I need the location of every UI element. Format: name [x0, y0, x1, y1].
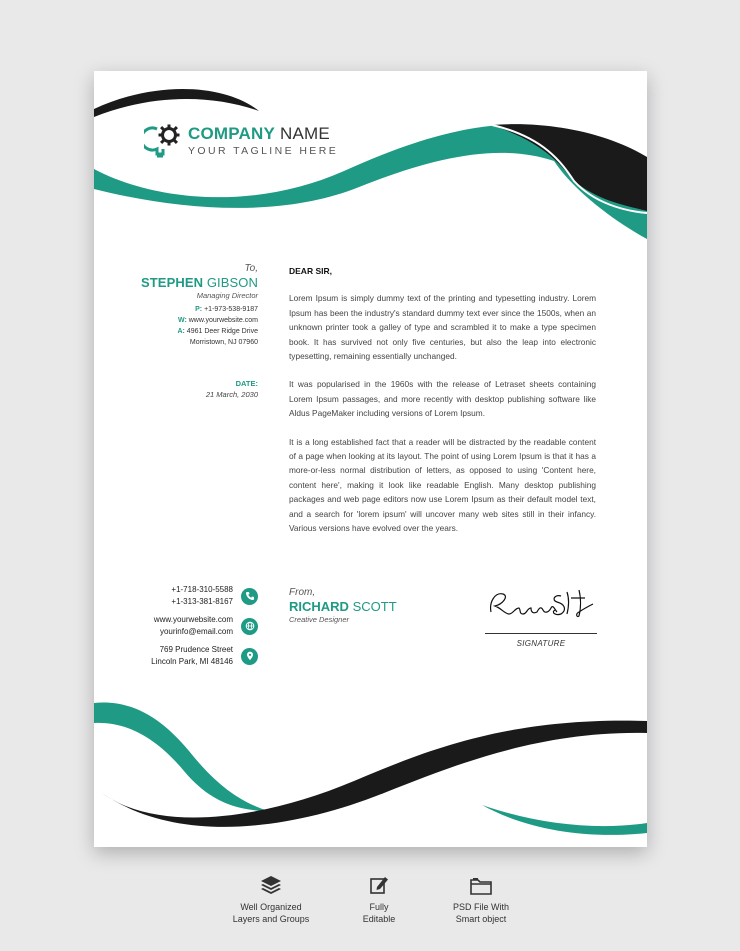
- phone-key: P:: [195, 306, 203, 313]
- sender-last-name: SCOTT: [352, 599, 397, 614]
- location-pin-icon: [241, 648, 258, 665]
- letter-body: [289, 264, 596, 550]
- recipient-address-line1: 4961 Deer Ridge Drive: [186, 328, 258, 335]
- signature-block: [485, 584, 597, 648]
- body-paragraph: Lorem Ipsum is simply dummy text of the printing and typesetting industry. Lorem Ipsum has been the industry's standard dummy text ever since the 1500s, when an unknown printer took a galley of type and scrambled it to make a type specimen book. It has survived not only five centuries, but also the leap into electronic typesetting, remaining essentially unchanged.: [289, 293, 596, 362]
- web-key: W:: [177, 317, 187, 324]
- sender-block: [289, 587, 397, 624]
- body-paragraph: It was popularised in the 1960s with the release of Letraset sheets containing Lorem Ipsum passages, and more recently with desktop publishing software like Aldus PageMaker including versions of Lorem Ipsum.: [289, 379, 596, 419]
- feature-line2: Layers and Groups: [232, 914, 310, 924]
- sender-name: [289, 599, 397, 614]
- salutation: DEAR SIR,: [289, 266, 332, 276]
- bottom-left-green-wave: [94, 703, 269, 811]
- footer-phone2: +1-313-381-8167: [171, 597, 233, 606]
- recipient-address-line2: Morristown, NJ 07960: [189, 339, 258, 346]
- recipient-phone: +1-973-538-9187: [204, 306, 258, 313]
- feature-line1: Well Organized: [240, 902, 302, 912]
- recipient-block: [141, 263, 258, 348]
- to-label: To,: [244, 263, 258, 274]
- lightbulb-gear-icon: [144, 121, 184, 161]
- footer-address1: 769 Prudence Street: [159, 645, 233, 654]
- sender-first-name: RICHARD: [289, 599, 349, 614]
- layers-icon: [216, 873, 326, 895]
- recipient-role: Managing Director: [196, 291, 258, 300]
- company-name-bold: COMPANY: [188, 124, 276, 143]
- recipient-web: www.yourwebsite.com: [188, 317, 258, 324]
- body-paragraph: It is a long established fact that a reader will be distracted by the readable content of a page when looking at its layout. The point of using Lorem Ipsum is that it has a more-or-less normal distribution of letters, as opposed to using 'Content here, content here', making it look like readable English. Many desktop publishing packages and web page editors now use Lorem Ipsum as their default model text, and a search for 'lorem ipsum' will uncover many web sites still in their infancy. Various versions have evolved over the years.: [289, 436, 596, 534]
- bottom-black-wave: [102, 721, 647, 827]
- company-name: [188, 125, 338, 143]
- signature-label: SIGNATURE: [516, 639, 566, 648]
- footer-phone-row: [151, 584, 258, 608]
- footer-address-row: [151, 644, 258, 668]
- top-left-black-wave: [94, 89, 259, 117]
- feature-line2: Editable: [362, 914, 396, 924]
- bottom-right-green-wave: [482, 805, 647, 835]
- company-logo: [144, 121, 338, 161]
- date-value: 21 March, 2030: [205, 390, 258, 399]
- feature-item: [216, 873, 326, 925]
- recipient-contact: [141, 304, 258, 348]
- footer-phone1: +1-718-310-5588: [171, 585, 233, 594]
- feature-item: [324, 873, 434, 925]
- feature-line1: Fully: [369, 902, 389, 912]
- date-block: [206, 379, 258, 399]
- signature-line: [485, 633, 597, 634]
- handwritten-signature: [485, 584, 597, 624]
- company-tagline: YOUR TAGLINE HERE: [188, 145, 339, 157]
- footer-contacts: [151, 584, 258, 674]
- feature-line1: PSD File With: [452, 902, 509, 912]
- recipient-first-name: STEPHEN: [141, 275, 204, 290]
- footer-website: www.yourwebsite.com: [153, 615, 233, 624]
- letterhead-page: [94, 71, 647, 847]
- footer-web-row: [151, 614, 258, 638]
- date-label: DATE:: [235, 379, 258, 388]
- address-key: A:: [177, 328, 185, 335]
- recipient-last-name: GIBSON: [206, 275, 258, 290]
- globe-icon: [241, 618, 258, 635]
- phone-icon: [241, 588, 258, 605]
- feature-item: [426, 873, 536, 925]
- recipient-name: [141, 275, 258, 290]
- company-name-light: NAME: [279, 124, 330, 143]
- sender-role: Creative Designer: [289, 615, 350, 624]
- edit-icon: [324, 873, 434, 895]
- feature-line2: Smart object: [455, 914, 507, 924]
- footer-address2: Lincoln Park, MI 48146: [151, 657, 233, 666]
- folder-icon: [426, 873, 536, 895]
- from-label: From,: [289, 587, 316, 598]
- footer-email: yourinfo@email.com: [159, 627, 233, 636]
